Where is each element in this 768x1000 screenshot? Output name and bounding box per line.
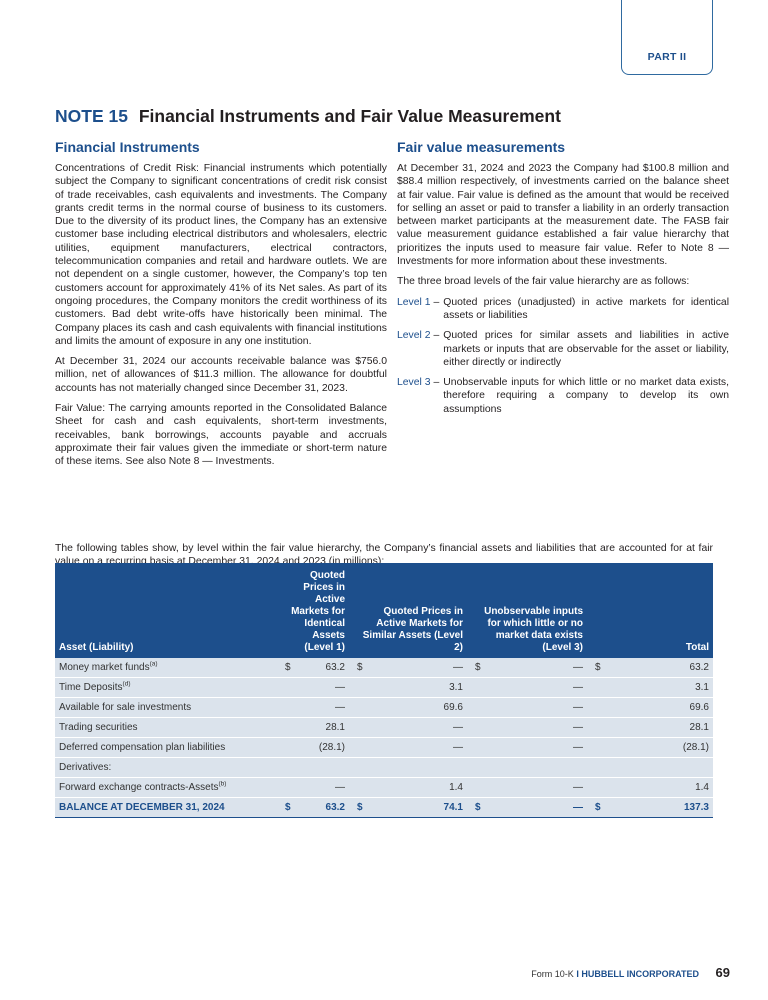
level-3-currency: $	[467, 658, 549, 678]
level-1-value: —	[299, 698, 349, 718]
level-description: Quoted prices for similar assets and liabilities in active markets or inputs that are observable for the asset or liability, either directly or indirectly	[443, 330, 729, 368]
level-item	[397, 329, 729, 369]
level-2-currency	[349, 698, 405, 718]
table-header-row	[55, 564, 713, 658]
level-description: Unobservable inputs for which little or no market data exists, therefore requiring a company to develop its own assumptions	[443, 377, 729, 415]
level-description: Quoted prices (unadjusted) in active markets for identical assets or liabilities	[443, 296, 729, 321]
footer-form: Form 10-K	[531, 969, 574, 979]
header-level-3: Unobservable inputs for which little or no market data exists (Level 3)	[484, 606, 583, 653]
row-label	[55, 658, 277, 678]
footnote-marker: (a)	[149, 660, 158, 668]
level-label: Level 1	[397, 296, 431, 308]
table-row	[55, 698, 713, 718]
hierarchy-levels-list	[397, 296, 729, 416]
row-label	[55, 798, 277, 818]
paragraph: At December 31, 2024 and 2023 the Company had $100.8 million and $88.4 million respectively, of investments carried on the balance sheet at fair value. Fair value is defined as the amount that would be received for selling an asset or paid to transfer a liability in an orderly transaction between market participants at the measurement date. The FASB fair value measurement guidance established a fair value hierarchy that prioritizes the inputs used to measure fair value. Refer to Note 8 — Investments for more information about these investments.	[397, 163, 729, 268]
total-currency: $	[587, 658, 609, 678]
level-1-currency	[277, 718, 299, 738]
row-label-text: BALANCE AT DECEMBER 31, 2024	[59, 802, 225, 813]
level-3-value: —	[549, 698, 587, 718]
level-2-value: —	[405, 658, 467, 678]
level-2-currency: $	[349, 798, 405, 818]
level-2-currency: $	[349, 658, 405, 678]
level-1-currency	[277, 738, 299, 758]
level-2-value: 1.4	[405, 778, 467, 798]
level-1-value	[299, 758, 349, 778]
level-1-value: —	[299, 678, 349, 698]
fair-value-measurements-section	[397, 138, 729, 423]
row-label	[55, 738, 277, 758]
total-value: 3.1	[609, 678, 713, 698]
level-3-currency	[467, 778, 549, 798]
level-1-value: 28.1	[299, 718, 349, 738]
level-3-value: —	[549, 658, 587, 678]
header-asset: Asset (Liability)	[59, 642, 134, 653]
level-2-currency	[349, 678, 405, 698]
level-2-value: —	[405, 718, 467, 738]
level-1-currency: $	[277, 658, 299, 678]
level-3-currency	[467, 758, 549, 778]
table-row	[55, 758, 713, 778]
level-2-value	[405, 758, 467, 778]
row-label	[55, 698, 277, 718]
paragraph: The three broad levels of the fair value hierarchy are as follows:	[397, 276, 690, 288]
footnote-marker: (b)	[218, 780, 227, 788]
table-intro: The following tables show, by level within the fair value hierarchy, the Company’s financial assets and liabilities that are accounted for at fair value on a recurring basis at December 31, 2024 and 2023 (in millions):	[55, 543, 713, 568]
section-heading: Financial Instruments	[55, 139, 200, 155]
fair-value-table	[55, 563, 713, 818]
level-3-value: —	[549, 778, 587, 798]
total-value: 28.1	[609, 718, 713, 738]
level-2-value: 74.1	[405, 798, 467, 818]
total-currency	[587, 718, 609, 738]
note-title-text: Financial Instruments and Fair Value Measurement	[138, 106, 561, 126]
note-title	[55, 106, 561, 127]
total-currency	[587, 758, 609, 778]
total-value: 69.6	[609, 698, 713, 718]
footer-company: HUBBELL INCORPORATED	[581, 969, 700, 979]
table-row	[55, 738, 713, 758]
level-dash: –	[433, 330, 440, 342]
row-label-text: Forward exchange contracts-Assets	[59, 782, 219, 793]
level-dash: –	[433, 377, 440, 389]
table-row	[55, 678, 713, 698]
row-label-text: Derivatives:	[59, 762, 112, 773]
level-3-currency	[467, 698, 549, 718]
paragraph: Fair Value: The carrying amounts reported in the Consolidated Balance Sheet for cash and cash equivalents, short-term investments, receivables, bank borrowings, accounts payable and accruals approximate their fair values given the immediate or short-term nature of these items. See also Note 8 — Investments.	[55, 403, 387, 468]
level-3-value: —	[549, 678, 587, 698]
total-value: 63.2	[609, 658, 713, 678]
row-label-text: Deferred compensation plan liabilities	[59, 742, 226, 753]
level-1-currency	[277, 758, 299, 778]
section-heading: Fair value measurements	[397, 139, 566, 155]
level-3-value: —	[549, 798, 587, 818]
level-1-value: 63.2	[299, 798, 349, 818]
row-label	[55, 678, 277, 698]
level-item	[397, 296, 729, 323]
level-2-currency	[349, 758, 405, 778]
page-footer	[531, 965, 730, 980]
note-number: NOTE 15	[55, 106, 128, 126]
level-1-currency	[277, 698, 299, 718]
level-1-currency: $	[277, 798, 299, 818]
row-label	[55, 758, 277, 778]
level-3-currency	[467, 718, 549, 738]
total-currency	[587, 778, 609, 798]
level-2-currency	[349, 738, 405, 758]
level-3-value: —	[549, 738, 587, 758]
level-1-value: —	[299, 778, 349, 798]
header-total: Total	[685, 642, 709, 653]
total-currency	[587, 698, 609, 718]
paragraph: At December 31, 2024 our accounts receivable balance was $756.0 million, net of allowances of $11.3 million. The allowance for doubtful accounts has not materially changed since December 31, 2023.	[55, 356, 387, 394]
footer-separator: I	[576, 969, 579, 979]
level-dash: –	[433, 296, 440, 308]
total-currency	[587, 678, 609, 698]
page-number: 69	[715, 965, 730, 980]
level-2-currency	[349, 778, 405, 798]
level-item	[397, 376, 729, 416]
level-label: Level 2	[397, 330, 431, 342]
row-label	[55, 718, 277, 738]
level-2-value: —	[405, 738, 467, 758]
level-2-value: 3.1	[405, 678, 467, 698]
part-tab	[621, 0, 713, 75]
row-label-text: Available for sale investments	[59, 702, 192, 713]
row-label-text: Time Deposits	[59, 682, 123, 693]
table-row	[55, 778, 713, 798]
total-value: (28.1)	[609, 738, 713, 758]
total-value: 1.4	[609, 778, 713, 798]
level-2-currency	[349, 718, 405, 738]
financial-instruments-section	[55, 138, 387, 476]
level-3-value	[549, 758, 587, 778]
footnote-marker: (d)	[122, 680, 131, 688]
level-1-value: 63.2	[299, 658, 349, 678]
total-currency: $	[587, 798, 609, 818]
row-label-text: Trading securities	[59, 722, 138, 733]
level-1-value: (28.1)	[299, 738, 349, 758]
level-3-currency	[467, 678, 549, 698]
table-row	[55, 718, 713, 738]
total-currency	[587, 738, 609, 758]
table-row	[55, 658, 713, 678]
level-3-currency	[467, 738, 549, 758]
row-label-text: Money market funds	[59, 662, 150, 673]
total-value: 137.3	[609, 798, 713, 818]
level-1-currency	[277, 678, 299, 698]
level-1-currency	[277, 778, 299, 798]
header-level-2: Quoted Prices in Active Markets for Similar Assets (Level 2)	[362, 606, 463, 653]
part-label: PART II	[647, 51, 687, 63]
header-level-1: Quoted Prices in Active Markets for Identical Assets (Level 1)	[291, 570, 345, 653]
row-label	[55, 778, 277, 798]
table-total-row	[55, 798, 713, 818]
level-3-currency: $	[467, 798, 549, 818]
level-3-value: —	[549, 718, 587, 738]
level-2-value: 69.6	[405, 698, 467, 718]
level-label: Level 3	[397, 377, 431, 389]
paragraph: Concentrations of Credit Risk: Financial instruments which potentially subject the Company to significant concentrations of credit risk consist of trade receivables, cash equivalents and investments. The Company grants credit terms in the normal course of business to its customers. Due to the diversity of its product lines, the Company has an extensive customer base including electrical distributors and wholesalers, electric utilities, equipment manufacturers, electrical contractors, telecommunication companies and retail and hardware outlets. We are not dependent on a single customer, however, the Company’s top ten customers account for approximately 41% of its Net sales. As part of its ongoing procedures, the Company monitors the credit worthiness of its customers. Bad debt write-offs have historically been minimal. The Company places its cash and cash equivalents with financial institutions and limits the amount of exposure in any one institution.	[55, 163, 387, 347]
total-value	[609, 758, 713, 778]
